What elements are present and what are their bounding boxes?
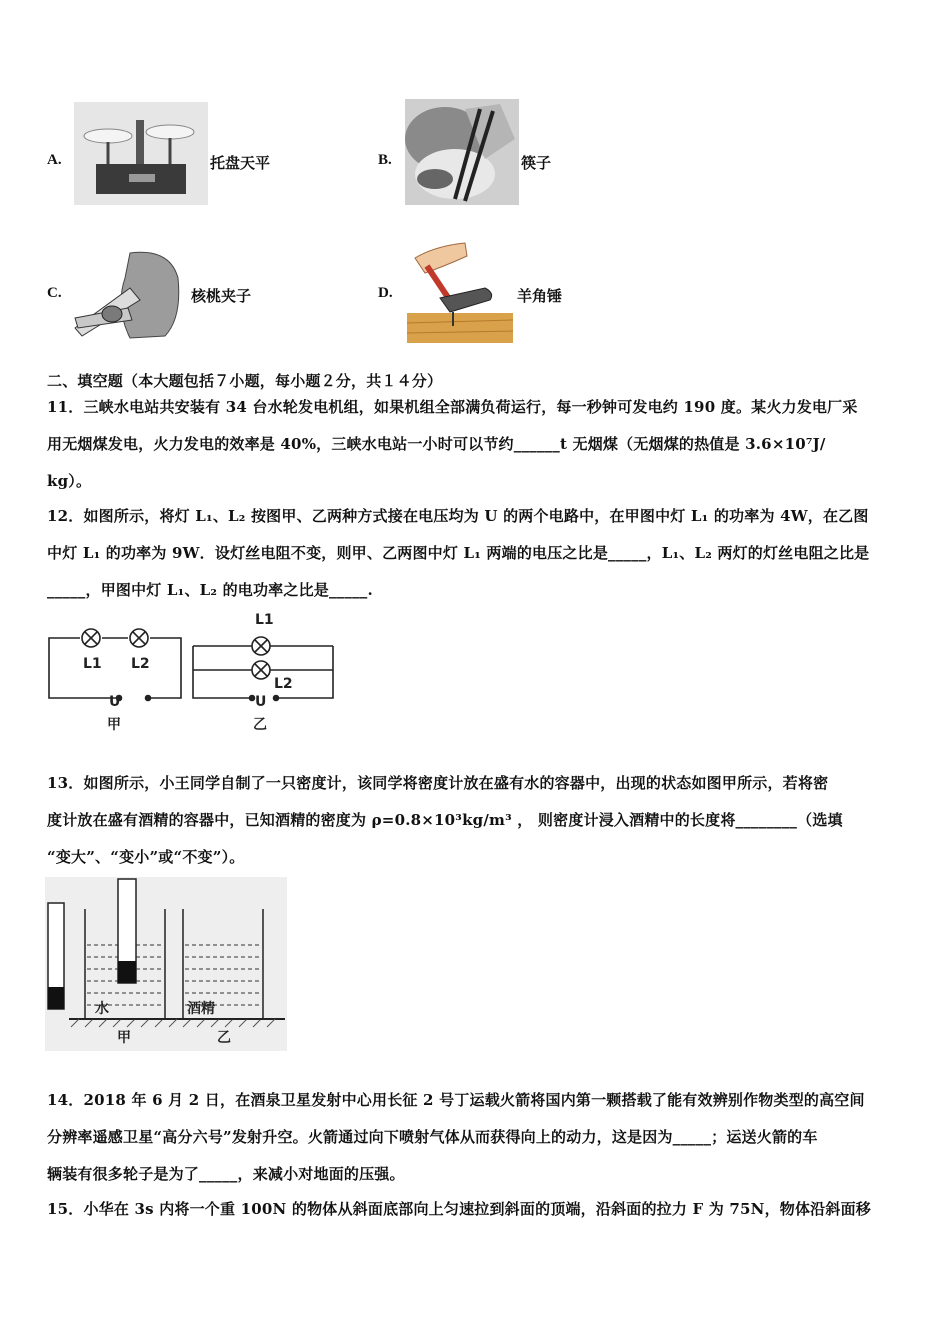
right-voltage-label: U xyxy=(255,694,267,710)
option-c-label: 核桃夹子 xyxy=(191,287,252,305)
option-a-letter: A. xyxy=(47,152,62,168)
q13-line1: 13．如图所示，小王同学自制了一只密度计，该同学将密度计放在盛有水的容器中，出现的状态如图甲所示，若将密 xyxy=(47,774,829,792)
q15-line1: 15．小华在 3s 内将一个重 100N 的物体从斜面底部向上匀速拉到斜面的顶端，沿斜面的拉力 F 为 75N，物体沿斜面移 xyxy=(47,1200,871,1218)
right-lamp2-label: L2 xyxy=(274,676,293,692)
circuit-right xyxy=(193,637,333,701)
q11-line2: 用无烟煤发电，火力发电的效率是 40%，三峡水电站一小时可以节约______t 无烟煤（无烟煤的热值是 3.6×10⁷J/ xyxy=(47,435,826,453)
q13-line3: “变大”、“变小”或“不变”）。 xyxy=(47,848,245,866)
water-label: 水 xyxy=(95,1001,109,1017)
option-b-letter: B. xyxy=(378,152,392,168)
q14-line2: 分辨率遥感卫星“高分六号”发射升空。火箭通过向下喷射气体从而获得向上的动力，这是因为_____；运送火箭的车 xyxy=(47,1128,818,1146)
balance-scale-image xyxy=(74,102,208,205)
left-voltage-label: U xyxy=(109,694,121,710)
q12-line1: 12．如图所示，将灯 L₁、L₂ 按图甲、乙两种方式接在电压均为 U 的两个电路中，在甲图中灯 L₁ 的功率为 4W，在乙图 xyxy=(47,507,869,525)
caption-jia: 甲 xyxy=(117,1030,131,1046)
alcohol-label: 酒精 xyxy=(187,1001,215,1017)
q11-line3: kg）。 xyxy=(47,472,92,490)
claw-hammer-image xyxy=(405,238,515,344)
option-c-letter: C. xyxy=(47,285,62,301)
option-a-label: 托盘天平 xyxy=(210,154,271,172)
q12-circuit-figure xyxy=(45,608,345,736)
right-caption: 乙 xyxy=(253,717,267,733)
section-heading: 二、填空题（本大题包括７小题，每小题２分，共１４分） xyxy=(47,372,443,390)
q13-density-figure xyxy=(45,877,287,1051)
left-lamp1-label: L1 xyxy=(83,656,102,672)
q14-line3: 辆装有很多轮子是为了_____，来减小对地面的压强。 xyxy=(47,1165,405,1183)
nutcracker-image xyxy=(70,248,188,343)
left-caption: 甲 xyxy=(107,717,121,733)
q13-line2: 度计放在盛有酒精的容器中，已知酒精的密度为 ρ=0.8×10³kg/m³ ， 则密度计浸入酒精中的长度将________（选填 xyxy=(47,811,843,829)
chopsticks-image xyxy=(405,99,519,205)
caption-yi: 乙 xyxy=(217,1030,231,1046)
q12-line3: _____，甲图中灯 L₁、L₂ 的电功率之比是_____. xyxy=(47,581,373,599)
left-lamp2-label: L2 xyxy=(131,656,150,672)
q14-line1: 14．2018 年 6 月 2 日，在酒泉卫星发射中心用长征 2 号丁运载火箭将国内第一颗搭载了能有效辨别作物类型的高空间 xyxy=(47,1091,865,1109)
circuit-left xyxy=(49,629,181,701)
q12-line2: 中灯 L₁ 的功率为 9W．设灯丝电阻不变，则甲、乙两图中灯 L₁ 两端的电压之比是_____，L₁、L₂ 两灯的灯丝电阻之比是 xyxy=(47,544,870,562)
option-b-label: 筷子 xyxy=(521,154,552,172)
right-lamp1-label: L1 xyxy=(255,612,274,628)
option-d-label: 羊角锤 xyxy=(517,287,563,305)
option-d-letter: D. xyxy=(378,285,393,301)
q11-line1: 11．三峡水电站共安装有 34 台水轮发电机组，如果机组全部满负荷运行，每一秒钟可发电约 190 度。某火力发电厂采 xyxy=(47,398,858,416)
